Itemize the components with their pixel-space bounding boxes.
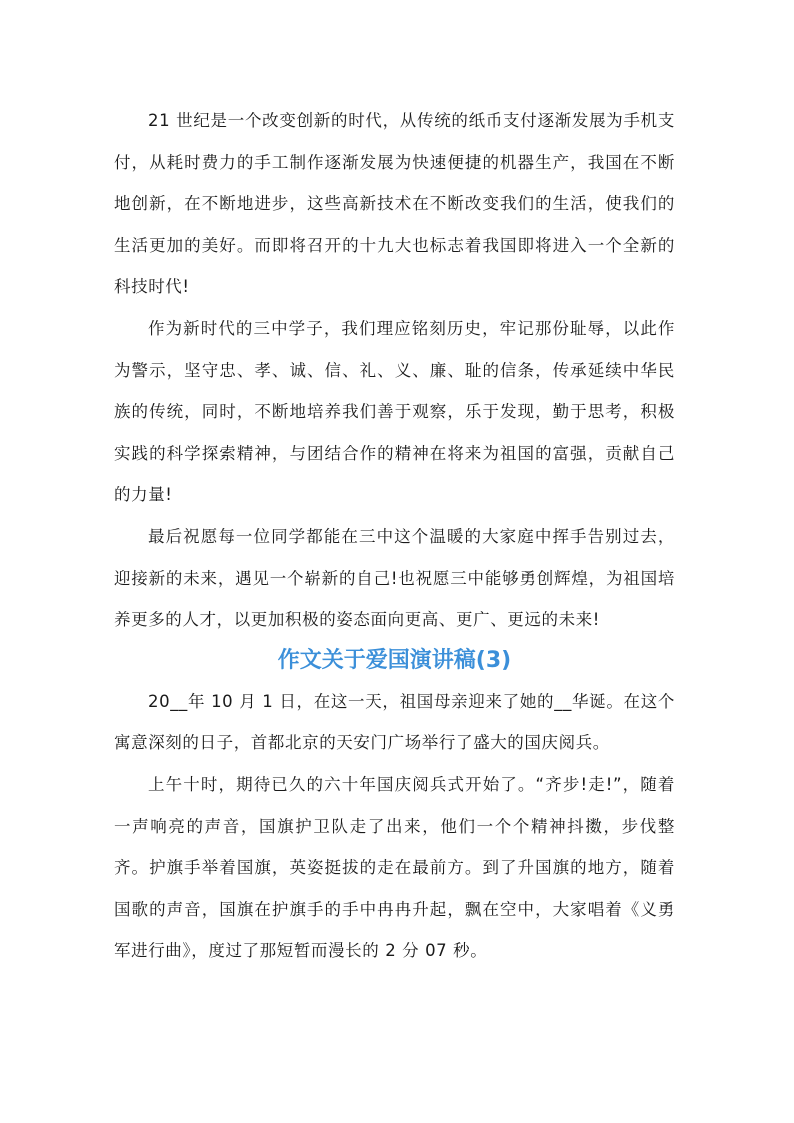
section-heading: 作文关于爱国演讲稿(3) [277, 647, 512, 673]
document-body [114, 100, 675, 972]
paragraph: 作为新时代的三中学子，我们理应铭刻历史，牢记那份耻辱，以此作为警示，坚守忠、孝、诚、信、礼、义、廉、耻的信条，传承延续中华民族的传统，同时，不断地培养我们善于观察，乐于发现，勤于思考，积极实践的科学探索精神，与团结合作的精神在将来为祖国的富强，贡献自己的力量! [114, 318, 675, 505]
paragraph: 21 世纪是一个改变创新的时代，从传统的纸币支付逐渐发展为手机支付，从耗时费力的手工制作逐渐发展为快速便捷的机器生产，我国在不断地创新，在不断地进步，这些高新技术在不断改变我们的生活，使我们的生活更加的美好。而即将召开的十九大也标志着我国即将进入一个全新的科技时代! [114, 111, 675, 297]
paragraph: 最后祝愿每一位同学都能在三中这个温暖的大家庭中挥手告别过去，迎接新的未来，遇见一个崭新的自己!也祝愿三中能够勇创辉煌，为祖国培养更多的人才，以更加积极的姿态面向更高、更广、更远的未来! [114, 526, 675, 630]
paragraph: 20__年 10 月 1 日，在这一天，祖国母亲迎来了她的__华诞。在这个寓意深刻的日子，首都北京的天安门广场举行了盛大的国庆阅兵。 [114, 691, 675, 753]
paragraph: 上午十时，期待已久的六十年国庆阅兵式开始了。“齐步!走!”，随着一声响亮的声音，国旗护卫队走了出来，他们一个个精神抖擞，步伐整齐。护旗手举着国旗，英姿挺拔的走在最前方。到了升国旗的地方，随着国歌的声音，国旗在护旗手的手中冉冉升起，飘在空中，大家唱着《义勇军进行曲》，度过了那短暂而漫长的 2 分 07 秒。 [114, 774, 675, 961]
